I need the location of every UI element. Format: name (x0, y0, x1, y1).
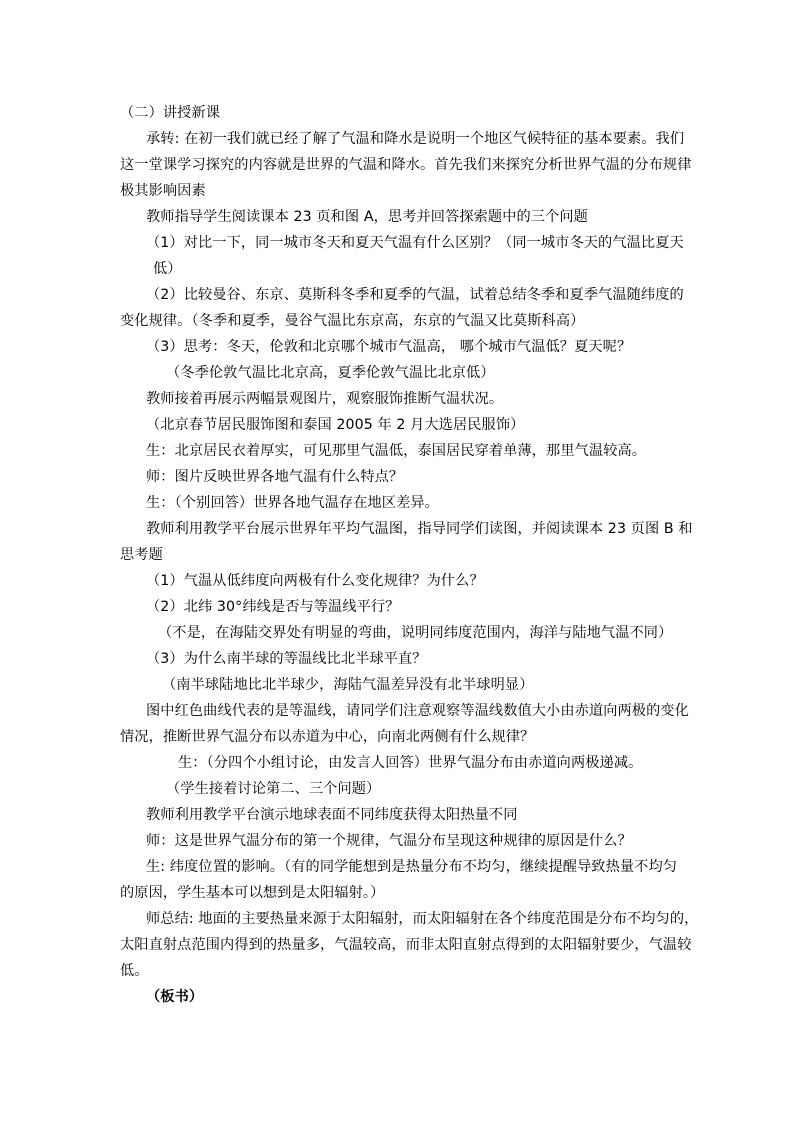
question-line: （1）对比一下，同一城市冬天和夏天气温有什么区别？（同一城市冬天的气温比夏天 (146, 235, 684, 251)
paragraph-line: 图中红色曲线代表的是等温线，请同学们注意观察等温线数值大小由赤道向两极的变化 (146, 703, 689, 719)
question-line: （2）北纬 30°纬线是否与等温线平行？ (146, 599, 400, 615)
paragraph-line: 极其影响因素 (120, 183, 206, 199)
paragraph-line: （北京春节居民服饰图和泰国 2005 年 2 月大选居民服饰） (146, 417, 525, 433)
student-line: 生：北京居民衣着厚实，可见那里气温低，泰国居民穿着单薄，那里气温较高。 (146, 443, 647, 459)
teacher-line: 师：图片反映世界各地气温有什么特点？ (146, 469, 404, 485)
student-line: 的原因，学生基本可以想到是太阳辐射。） (120, 885, 385, 901)
paragraph-line: （学生接着讨论第二、三个问题） (166, 781, 381, 797)
student-line: 生：（分四个小组讨论，由发言人回答）世界气温分布由赤道向两极递减。 (178, 755, 643, 771)
student-line: 生：（个别回答）世界各地气温存在地区差异。 (146, 495, 439, 511)
answer-line: （冬季伦敦气温比北京高，夏季伦敦气温比北京低） (166, 365, 495, 381)
answer-line: （不是，在海陆交界处有明显的弯曲，说明同纬度范围内，海洋与陆地气温不同） (158, 625, 673, 641)
question-line: （2）比较曼谷、东京、莫斯科冬季和夏季的气温，试着总结冬季和夏季气温随纬度的 (146, 287, 684, 303)
paragraph-line: 教师接着再展示两幅景观图片，观察服饰推断气温状况。 (146, 391, 504, 407)
blackboard-heading: （板书） (146, 989, 204, 1005)
teacher-summary-line: 太阳直射点范围内得到的热量多，气温较高，而非太阳直射点得到的太阳辐射要少，气温较 (120, 937, 692, 953)
paragraph-line: 思考题 (120, 547, 163, 563)
answer-line: 低） (153, 261, 182, 277)
section-heading: （二）讲授新课 (120, 105, 221, 121)
paragraph-line: 承转: 在初一我们就已经了解了气温和降水是说明一个地区气候特征的基本要素。我们 (146, 131, 685, 147)
paragraph-line: 这一堂课学习探究的内容就是世界的气温和降水。首先我们来探究分析世界气温的分布规律 (120, 157, 692, 173)
question-line: （1）气温从低纬度向两极有什么变化规律？为什么？ (146, 573, 484, 589)
question-line: （3）思考：冬天，伦敦和北京哪个城市气温高， 哪个城市气温低？夏天呢？ (146, 339, 632, 355)
answer-line: （南半球陆地比北半球少，海陆气温差异没有北半球明显） (162, 677, 534, 693)
teacher-summary-line: 师总结: 地面的主要热量来源于太阳辐射，而太阳辐射在各个纬度范围是分布不均匀的， (146, 911, 699, 927)
question-line: （3）为什么南半球的等温线比北半球平直？ (146, 651, 427, 667)
paragraph-line: 教师利用教学平台演示地球表面不同纬度获得太阳热量不同 (146, 807, 518, 823)
teacher-line: 师：这是世界气温分布的第一个规律，气温分布呈现这种规律的原因是什么？ (146, 833, 632, 849)
student-line: 生: 纬度位置的影响。（有的同学能想到是热量分布不均匀，继续提醒导致热量不均匀 (146, 859, 678, 875)
teacher-summary-line: 低。 (120, 963, 149, 979)
paragraph-line: 情况，推断世界气温分布以赤道为中心，向南北两侧有什么规律？ (120, 729, 535, 745)
paragraph-line: 教师指导学生阅读课本 23 页和图 A，思考并回答探索题中的三个问题 (146, 209, 588, 225)
question-line: 变化规律。（冬季和夏季，曼谷气温比东京高，东京的气温又比莫斯科高） (120, 313, 585, 329)
paragraph-line: 教师利用教学平台展示世界年平均气温图，指导同学们读图，并阅读课本 23 页图 B 和 (146, 521, 693, 537)
